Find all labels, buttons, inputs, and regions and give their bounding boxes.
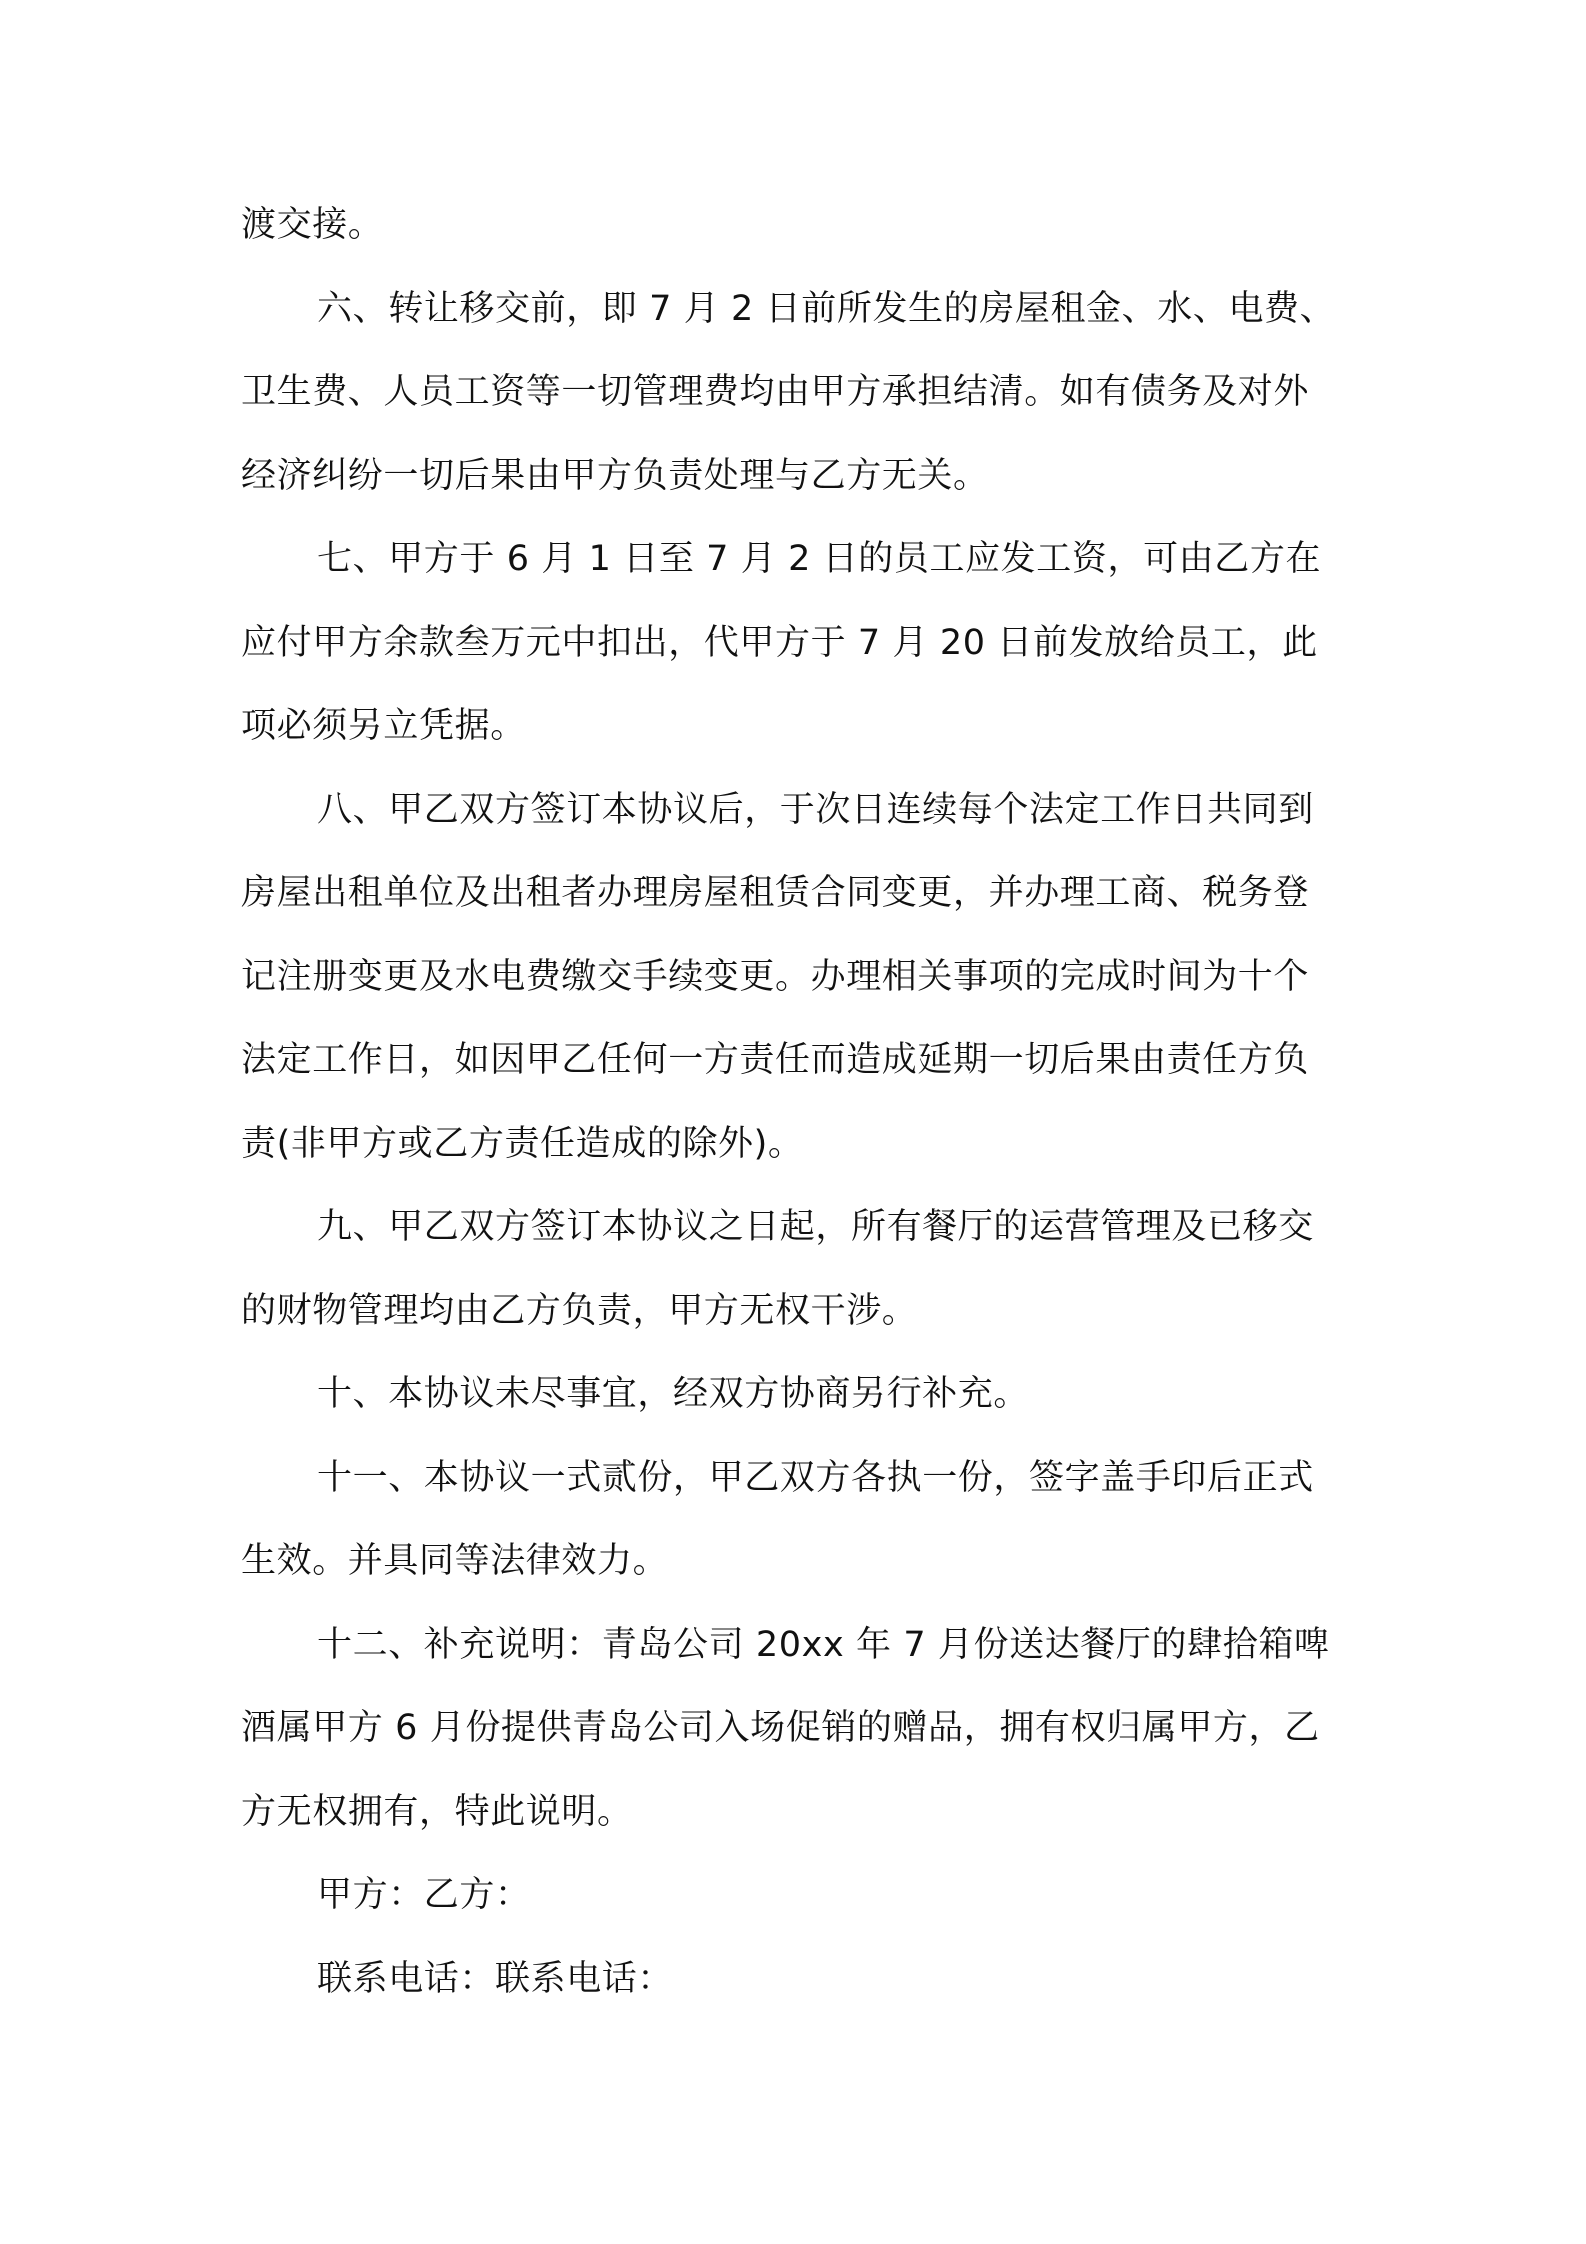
contact-phone-line: 联系电话：联系电话： xyxy=(317,1958,674,1999)
clause-6-line-2: 卫生费、人员工资等一切管理费均由甲方承担结清。如有债务及对外 xyxy=(241,372,1310,412)
clause-7-line-2: 应付甲方余款叁万元中扣出，代甲方于 7 月 20 日前发放给员工，此 xyxy=(241,622,1318,663)
clause-6-line-3: 经济纠纷一切后果由甲方负责处理与乙方无关。 xyxy=(241,455,989,496)
clause-7-line-3: 项必须另立凭据。 xyxy=(241,706,526,746)
clause-11-line-1: 十一、本协议一式贰份，甲乙双方各执一份，签字盖手印后正式 xyxy=(317,1457,1314,1498)
clause-12-line-3: 方无权拥有，特此说明。 xyxy=(241,1791,633,1832)
text-line-1: 渡交接。 xyxy=(241,205,384,245)
clause-9-line-2: 的财物管理均由乙方负责，甲方无权干涉。 xyxy=(241,1290,918,1331)
clause-8-line-2: 房屋出租单位及出租者办理房屋租赁合同变更，并办理工商、税务登 xyxy=(241,873,1310,913)
clause-12-line-2: 酒属甲方 6 月份提供青岛公司入场促销的赠品，拥有权归属甲方，乙 xyxy=(241,1708,1320,1748)
clause-6-line-1: 六、转让移交前，即 7 月 2 日前所发生的房屋租金、水、电费、 xyxy=(317,288,1336,329)
clause-9-line-1: 九、甲乙双方签订本协议之日起，所有餐厅的运营管理及已移交 xyxy=(317,1207,1314,1247)
signature-parties-line: 甲方：乙方： xyxy=(317,1875,531,1915)
clause-12-line-1: 十二、补充说明：青岛公司 20xx 年 7 月份送达餐厅的肆拾箱啤 xyxy=(317,1624,1330,1665)
clause-7-line-1: 七、甲方于 6 月 1 日至 7 月 2 日的员工应发工资，可由乙方在 xyxy=(317,539,1322,579)
clause-8-line-4: 法定工作日，如因甲乙任何一方责任而造成延期一切后果由责任方负 xyxy=(241,1040,1310,1080)
clause-8-line-5: 责(非甲方或乙方责任造成的除外)。 xyxy=(241,1123,804,1164)
clause-8-line-1: 八、甲乙双方签订本协议后，于次日连续每个法定工作日共同到 xyxy=(317,789,1314,830)
clause-11-line-2: 生效。并具同等法律效力。 xyxy=(241,1541,669,1581)
clause-10-line-1: 十、本协议未尽事宜，经双方协商另行补充。 xyxy=(317,1374,1030,1414)
document-body xyxy=(241,184,1361,2021)
clause-8-line-3: 记注册变更及水电费缴交手续变更。办理相关事项的完成时间为十个 xyxy=(241,956,1310,997)
